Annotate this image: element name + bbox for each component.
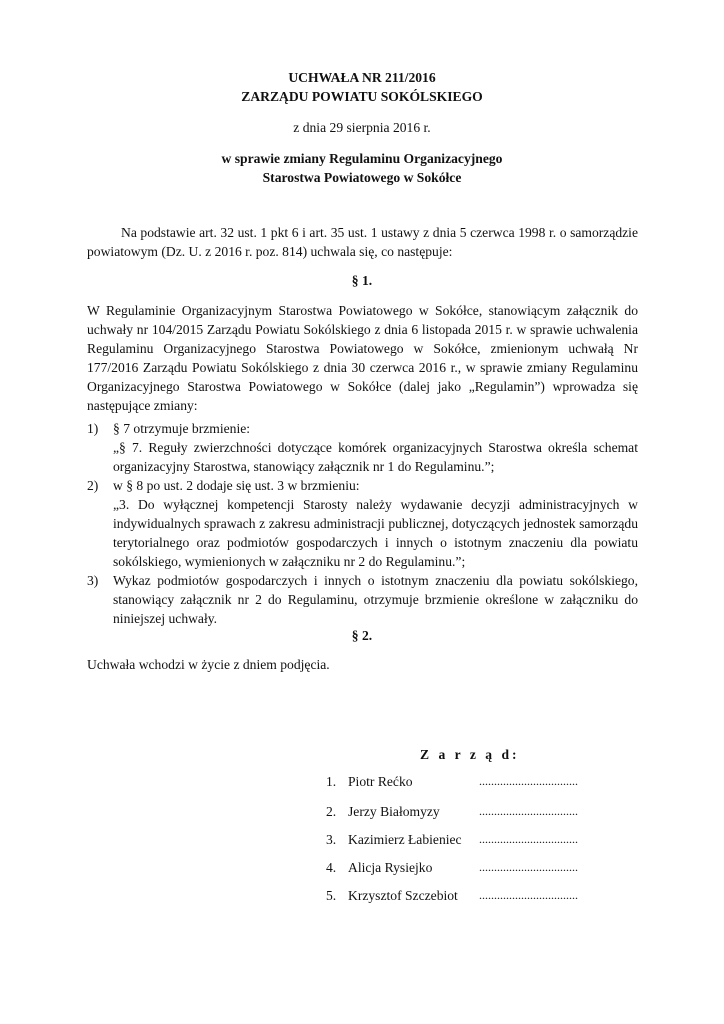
board-member — [326, 772, 586, 791]
board-member — [326, 886, 586, 905]
change-text: Wykaz podmiotów gospodarczych i innych o istotnym znaczeniu dla powiatu sokólskiego, stanowiący załącznik nr 2 do Regulaminu, otrzymuje brzmienie określone w załączniku do niniejszej uchwały. — [113, 573, 638, 626]
section-1-heading: § 1. — [351, 273, 373, 288]
member-name: Alicja Rysiejko — [348, 860, 433, 875]
member-name: Kazimierz Łabieniec — [348, 832, 462, 847]
change-text: § 7 otrzymuje brzmienie: — [113, 421, 251, 436]
change-number: 2) — [87, 478, 99, 493]
board-member — [326, 802, 586, 821]
change-number: 1) — [87, 421, 99, 436]
signature-line: ................................. — [479, 804, 578, 818]
member-number: 2. — [326, 804, 337, 819]
member-name: Piotr Rećko — [348, 774, 413, 789]
signature-line: ................................. — [479, 832, 578, 846]
board-title: Z a r z ą d: — [420, 747, 520, 762]
member-number: 3. — [326, 832, 337, 847]
member-number: 1. — [326, 774, 337, 789]
changes-list — [87, 419, 638, 628]
section-1-text: W Regulaminie Organizacyjnym Starostwa Powiatowego w Sokółce, stanowiącym załącznik do uchwały nr 104/2015 Zarządu Powiatu Sokólskiego z dnia 6 listopada 2015 r. w sprawie uchwalenia Regulaminu Organizacyjnego Starostwa Powiatowego w Sokółce, zmienionym uchwałą Nr 177/2016 Zarządu Powiatu Sokólskiego z dnia 30 czerwca 2016 r., w sprawie zmiany Regulaminu Organizacyjnego Starostwa Powiatowego w Sokółce (dalej jako „Regulamin”) wprowadza się następujące zmiany: — [87, 303, 638, 413]
subject-line-2: Starostwa Powiatowego w Sokółce — [262, 170, 462, 185]
member-name: Krzysztof Szczebiot — [348, 888, 458, 903]
section-2-heading: § 2. — [351, 628, 373, 643]
change-quote: „3. Do wyłącznej kompetencji Starosty należy wydawanie decyzji administracyjnych w indywidualnych sprawach z zakresu administracji publicznej, dotyczących jednostek samorządu terytorialnego oraz podmiotów gospodarczych i innych o istotnym znaczeniu dla powiatu sokólskiego, wymienionych w załączniku nr 2 do Regulaminu.”; — [113, 497, 638, 569]
change-number: 3) — [87, 573, 99, 588]
member-number: 5. — [326, 888, 337, 903]
change-item — [87, 419, 638, 476]
issuer-title: ZARZĄDU POWIATU SOKÓLSKIEGO — [241, 89, 483, 104]
change-quote: „§ 7. Reguły zwierzchności dotyczące komórek organizacyjnych Starostwa określa schemat organizacyjny Starostwa, stanowiący załącznik nr 1 do Regulaminu.”; — [113, 440, 638, 474]
board-member — [326, 830, 586, 849]
member-number: 4. — [326, 860, 337, 875]
signature-line: ................................. — [479, 888, 578, 902]
change-item — [87, 571, 638, 628]
resolution-date: z dnia 29 sierpnia 2016 r. — [293, 120, 431, 135]
subject-line-1: w sprawie zmiany Regulaminu Organizacyjnego — [221, 151, 503, 166]
change-item — [87, 476, 638, 571]
signature-line: ................................. — [479, 860, 578, 874]
board-member — [326, 858, 586, 877]
member-name: Jerzy Białomyzy — [348, 804, 440, 819]
section-2-text: Uchwała wchodzi w życie z dniem podjęcia. — [87, 657, 330, 672]
resolution-title: UCHWAŁA NR 211/2016 — [288, 70, 436, 85]
preamble: Na podstawie art. 32 ust. 1 pkt 6 i art. 35 ust. 1 ustawy z dnia 5 czerwca 1998 r. o samorządzie powiatowym (Dz. U. z 2016 r. poz. 814) uchwala się, co następuje: — [87, 225, 638, 259]
change-text: w § 8 po ust. 2 dodaje się ust. 3 w brzmieniu: — [113, 478, 360, 493]
signature-line: ................................. — [479, 774, 578, 788]
